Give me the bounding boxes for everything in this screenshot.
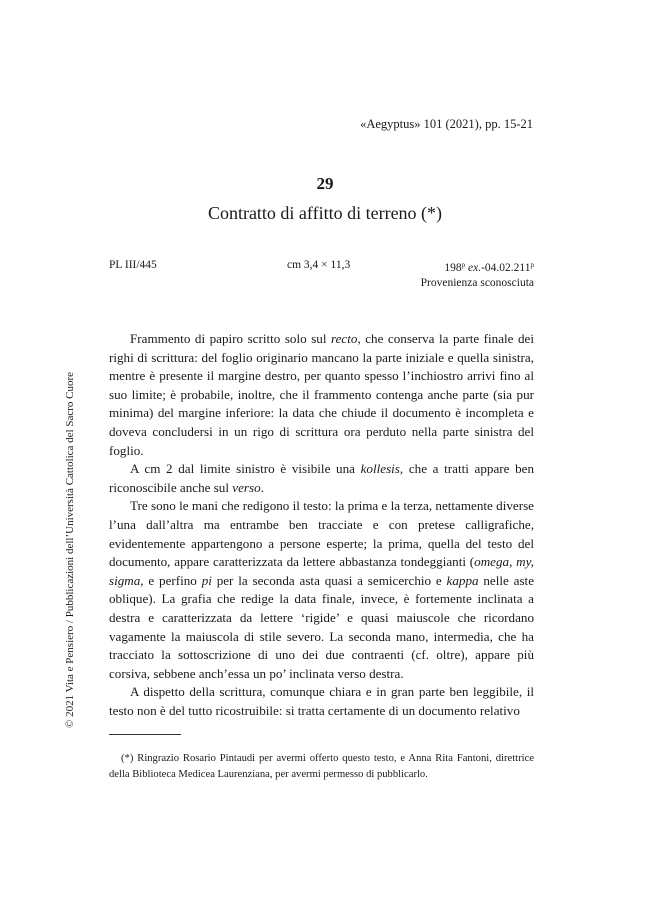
papyrus-dimensions: cm 3,4 × 11,3 <box>287 259 351 271</box>
paragraph: Tre sono le mani che redigono il testo: la prima e la terza, nettamente diverse l’una dall’altra ma entrambe ben tracciate e con pretese calligrafiche, evidentemente appartengono a persone esperte; la prima, quella del testo del documento, appare caratterizzata da lettere abbastanza tondeggianti (omega, my, sigma, e perfino pi per la seconda asta quasi a semicerchio e kappa nelle aste oblique). La grafia che redige la data finale, invece, è fortemente inclinata a destra e caratterizzata da lettere ‘rigide’ e quasi maiuscole che ricordano vagamente la maiuscola di stile severo. La seconda mano, intermedia, che ha tracciato la sottoscrizione di uno dei due contraenti (cf. oltre), appare più corsiva, sebbene anch’essa un po’ inclinata verso destra. <box>109 498 535 681</box>
article-number: 29 <box>316 174 334 193</box>
article-body <box>109 330 534 720</box>
paragraph: Frammento di papiro scritto solo sul recto, che conserva la parte finale dei righi di scrittura: del foglio originario mancano la parte iniziale e quella sinistra, mentre è presente il margine destro, per quanto spesso l’inchiostro arrivi fino al suo limite; è probabile, inoltre, che il frammento contenga anche parte (sia pur minima) del margine inferiore: la data che chiude il documento è incompleta e doveva concludersi in un rigo di scrittura ora perduto nella parte sinistra del foglio. <box>109 331 534 458</box>
journal-reference: «Aegyptus» 101 (2021), pp. 15-21 <box>360 117 533 131</box>
copyright-notice: © 2021 Vita e Pensiero / Pubblicazioni dell’Università Cattolica del Sacro Cuore <box>64 371 76 729</box>
papyrus-date: 198$^p$ ex.-04.02.211$^p$ <box>444 261 534 274</box>
article-title: Contratto di affitto di terreno (*) <box>207 203 443 223</box>
provenance: Provenienza sconosciuta <box>420 277 534 289</box>
date-and-provenance <box>421 258 534 291</box>
footnote: (*) Ringrazio Rosario Pintaudi per avermi offerto questo testo, e Anna Rita Fantoni, direttrice della Biblioteca Medicea Laurenziana, per avermi permesso di pubblicarlo. <box>109 753 534 780</box>
inventory-number: PL III/445 <box>109 259 157 271</box>
paragraph: A cm 2 dal limite sinistro è visibile una kollesis, che a tratti appare ben riconoscibile anche sul verso. <box>109 461 534 495</box>
paragraph: A dispetto della scrittura, comunque chiara e in gran parte ben leggibile, il testo non è del tutto ricostruibile: si tratta certamente di un documento relativo <box>109 684 534 718</box>
footnote-divider <box>109 734 181 735</box>
